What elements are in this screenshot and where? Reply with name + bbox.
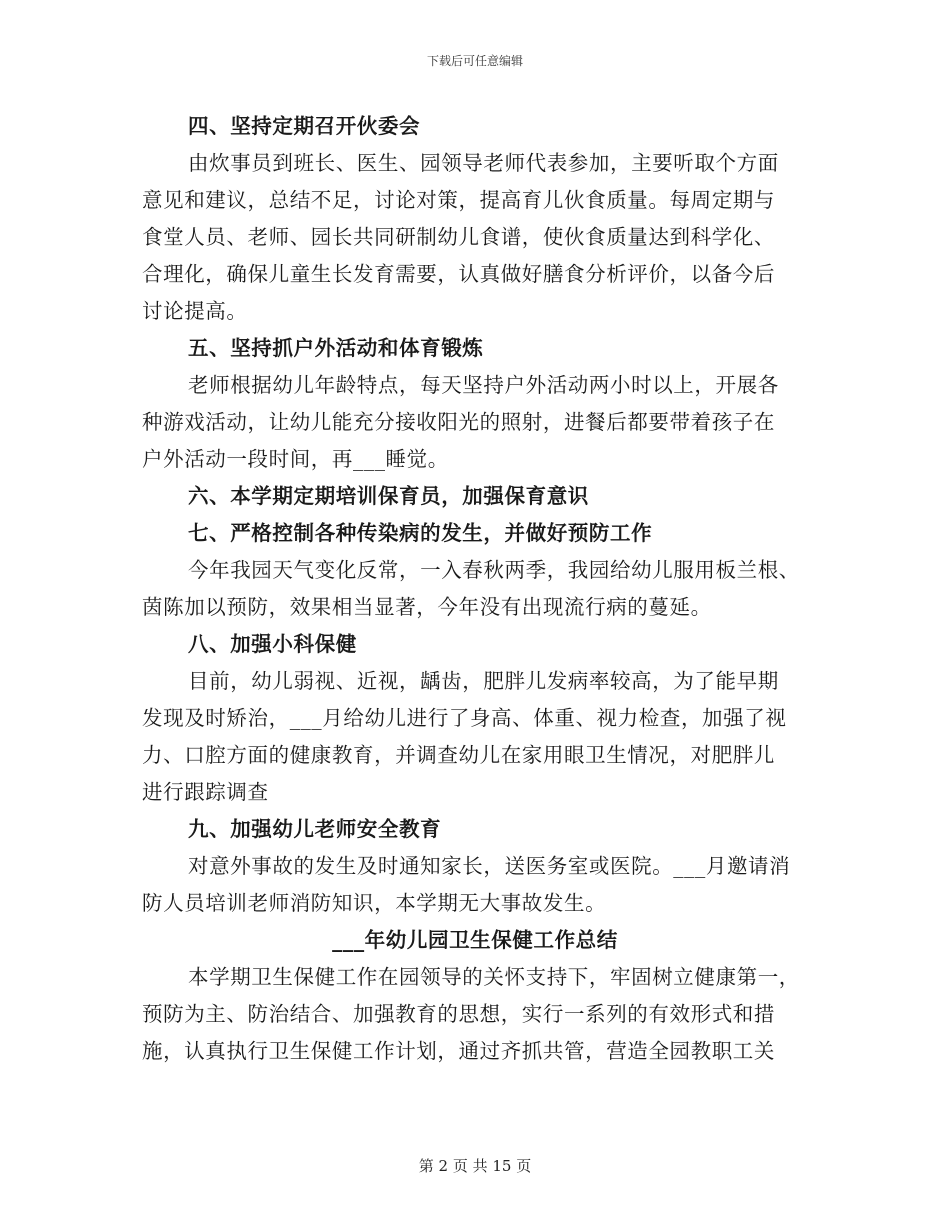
section-heading: 六、本学期定期培训保育员，加强保育意识 (188, 484, 589, 508)
paragraph-line: 力、口腔方面的健康教育，并调查幼儿在家用眼卫生情况，对肥胖儿 (142, 743, 775, 767)
paragraph-line: 今年我园天气变化反常，一入春秋两季，我园给幼儿服用板兰根、 (188, 558, 800, 582)
document-title: ___年幼儿园卫生保健工作总结 (332, 928, 618, 952)
paragraph-line: 种游戏活动，让幼儿能充分接收阳光的照射，进餐后都要带着孩子在 (142, 410, 775, 434)
section-heading: 四、坚持定期召开伙委会 (188, 114, 421, 138)
document-body (142, 108, 808, 1070)
paragraph-line: 讨论提高。 (142, 299, 248, 323)
paragraph-line: 目前，幼儿弱视、近视，龋齿，肥胖儿发病率较高，为了能早期 (188, 669, 779, 693)
paragraph-line: 本学期卫生保健工作在园领导的关怀支持下，牢固树立健康第一， (188, 965, 800, 989)
paragraph-line: 对意外事故的发生及时通知家长，送医务室或医院。___月邀请消 (188, 854, 791, 878)
page-number: 第 2 页 共 15 页 (418, 1157, 532, 1175)
paragraph-line: 茵陈加以预防，效果相当显著，今年没有出现流行病的蔓延。 (142, 595, 712, 619)
section-heading: 七、严格控制各种传染病的发生，并做好预防工作 (188, 521, 653, 545)
paragraph-line: 老师根据幼儿年龄特点，每天坚持户外活动两小时以上，开展各 (188, 373, 779, 397)
paragraph-line: 进行跟踪调查 (142, 780, 269, 804)
paragraph-line: 由炊事员到班长、医生、园领导老师代表参加，主要听取个方面 (188, 151, 779, 175)
paragraph-line: 合理化，确保儿童生长发育需要，认真做好膳食分析评价，以备今后 (142, 262, 775, 286)
paragraph-line: 意见和建议，总结不足，讨论对策，提高育儿伙食质量。每周定期与 (142, 188, 775, 212)
paragraph-line: 户外活动一段时间，再___睡觉。 (142, 447, 449, 471)
paragraph-line: 发现及时矫治，___月给幼儿进行了身高、体重、视力检查，加强了视 (142, 706, 787, 730)
paragraph-line: 食堂人员、老师、园长共同研制幼儿食谱，使伙食质量达到科学化、 (142, 225, 775, 249)
section-heading: 八、加强小科保健 (188, 632, 357, 656)
section-heading: 九、加强幼儿老师安全教育 (188, 817, 442, 841)
section-heading: 五、坚持抓户外活动和体育锻炼 (188, 336, 484, 360)
paragraph-line: 施，认真执行卫生保健工作计划，通过齐抓共管，营造全园教职工关 (142, 1039, 775, 1063)
paragraph-line: 预防为主、防治结合、加强教育的思想，实行一系列的有效形式和措 (142, 1002, 775, 1026)
header-note: 下载后可任意编辑 (426, 54, 523, 68)
paragraph-line: 防人员培训老师消防知识，本学期无大事故发生。 (142, 891, 607, 915)
